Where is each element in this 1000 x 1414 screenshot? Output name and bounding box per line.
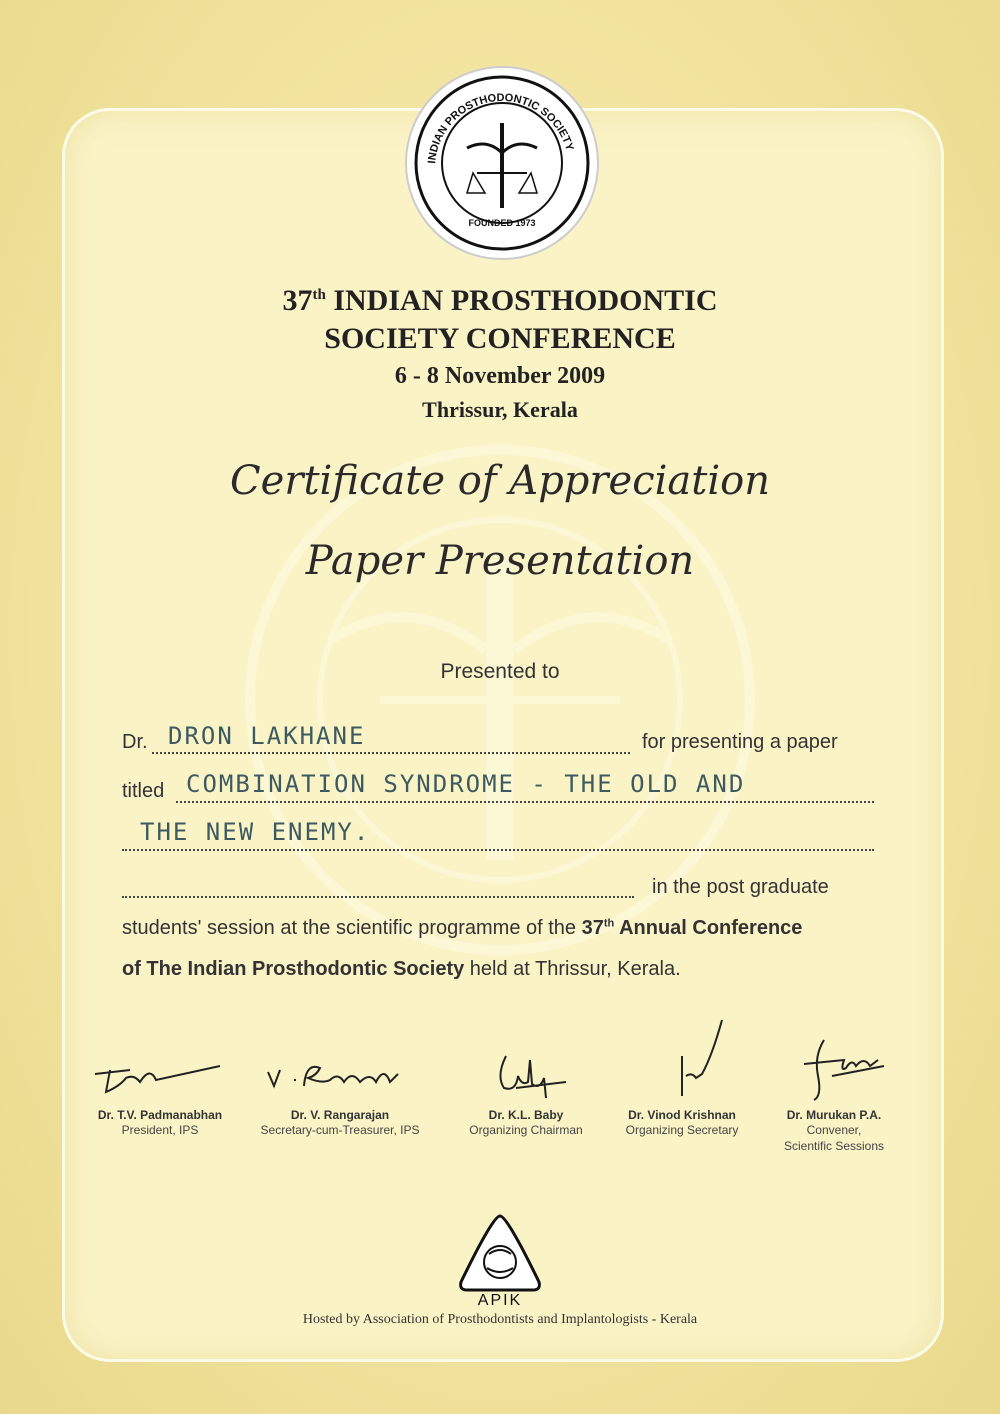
society-logo-icon bbox=[407, 68, 597, 258]
hosted-by-footer: Hosted by Association of Prosthodontists and Implantologists - Kerala bbox=[302, 1312, 698, 1327]
certificate-title: Certificate of Appreciation bbox=[230, 458, 770, 504]
presented-to-label: Presented to bbox=[440, 660, 560, 683]
signatory-1: Dr. T.V. Padmanabhan President, IPS bbox=[70, 1046, 250, 1138]
paper-title-line1-handwritten: COMBINATION SYNDROME - THE OLD AND bbox=[186, 770, 746, 798]
conference-title-line1: 37th INDIAN PROSTHODONTIC bbox=[282, 284, 718, 317]
dr-prefix: Dr. bbox=[122, 731, 148, 753]
paper-title-line2-handwritten: THE NEW ENEMY. bbox=[140, 818, 371, 846]
signature-3-icon bbox=[466, 1046, 586, 1102]
society-seal bbox=[405, 66, 599, 260]
titled-prefix: titled bbox=[122, 780, 165, 802]
title-dotted-line-2 bbox=[122, 849, 874, 851]
recipient-name-handwritten: DRON LAKHANE bbox=[168, 722, 366, 750]
conference-dates: 6 - 8 November 2009 bbox=[394, 363, 606, 389]
certificate-subtitle: Paper Presentation bbox=[305, 538, 695, 584]
signature-5-icon bbox=[774, 1036, 894, 1102]
body-sentence-1: students' session at the scientific programme of the 37th Annual Conference bbox=[122, 917, 803, 939]
signatory-2: Dr. V. Rangarajan Secretary-cum-Treasurer, IPS bbox=[250, 1046, 430, 1138]
apik-label: APIK bbox=[477, 1292, 523, 1309]
signatory-3: Dr. K.L. Baby Organizing Chairman bbox=[436, 1046, 616, 1138]
in-the-post-graduate-label: in the post graduate bbox=[652, 876, 829, 898]
signature-1-icon bbox=[90, 1046, 230, 1102]
conference-title-line2: SOCIETY CONFERENCE bbox=[324, 322, 676, 355]
body-sentence-2: of The Indian Prosthodontic Society held at Thrissur, Kerala. bbox=[122, 958, 681, 980]
signature-2-icon bbox=[260, 1046, 420, 1102]
signature-4-icon bbox=[622, 1016, 742, 1102]
title-dotted-line-3 bbox=[122, 896, 634, 898]
name-dotted-line bbox=[152, 752, 630, 754]
conference-place: Thrissur, Kerala bbox=[422, 397, 578, 422]
title-dotted-line-1 bbox=[176, 801, 874, 803]
seal-ring-text: INDIAN PROSTHODONTIC SOCIETY bbox=[426, 91, 576, 165]
for-presenting-label: for presenting a paper bbox=[642, 731, 838, 753]
signatory-4: Dr. Vinod Krishnan Organizing Secretary bbox=[592, 1016, 772, 1138]
apik-logo-icon bbox=[457, 1212, 543, 1294]
signatory-5: Dr. Murukan P.A. Convener, Scientific Sessions bbox=[744, 1036, 924, 1154]
seal-founded-text: FOUNDED 1973 bbox=[468, 218, 536, 228]
